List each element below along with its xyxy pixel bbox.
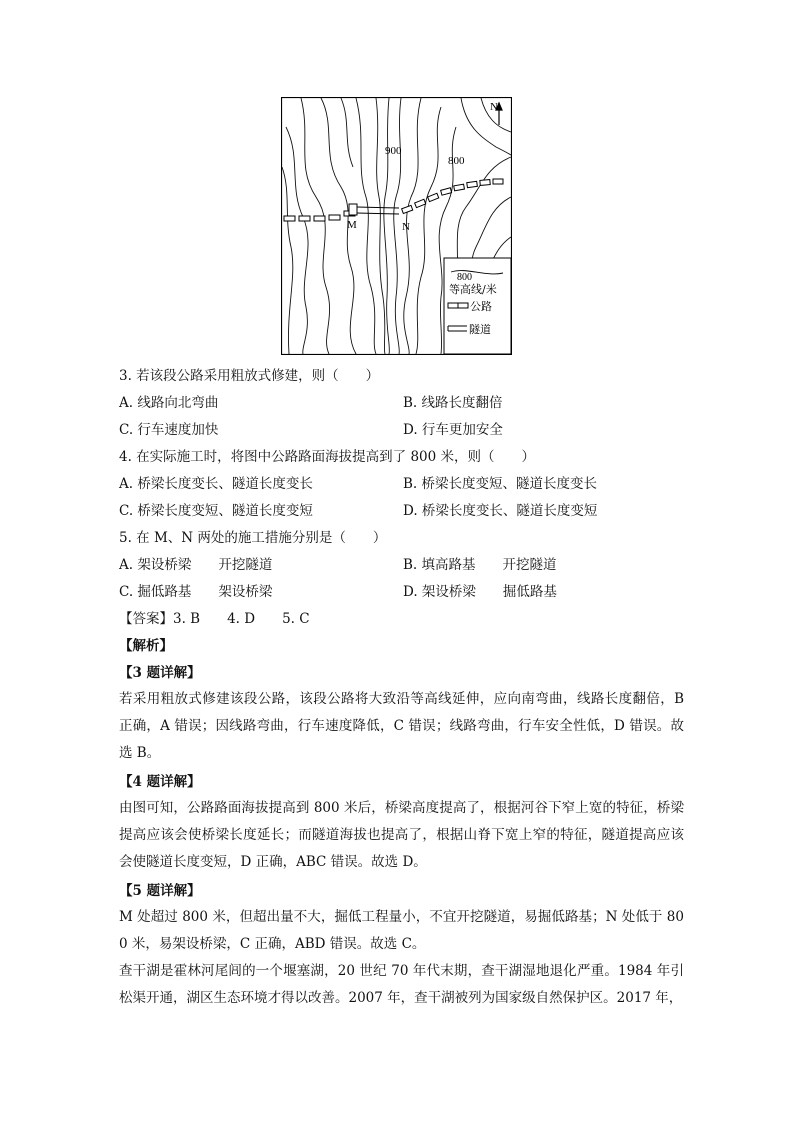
- q4-option-c: C. 桥梁长度变短、隧道长度变短: [119, 503, 313, 519]
- point-n-label: N: [402, 221, 410, 233]
- north-label: N: [490, 101, 498, 113]
- q3-option-b: B. 线路长度翻倍: [403, 395, 503, 411]
- legend-contour-value: 800: [457, 272, 472, 283]
- legend-contour-label: 等高线/米: [449, 283, 497, 296]
- q4-option-d: D. 桥梁长度变长、隧道长度变短: [403, 503, 598, 519]
- q5-option-d: D. 架设桥梁 掘低路基: [403, 584, 557, 600]
- legend-road-label: 公路: [470, 300, 492, 313]
- q5-detail-text: M 处超过 800 米，但超出量不大，掘低工程量小，不宜开挖隧道，易掘低路基；N 处低于 800 米，易架设桥梁，C 正确，ABD 错误。故选 C。: [119, 909, 684, 952]
- contour-label-900: 900: [385, 145, 402, 157]
- q4-detail-heading: 【4 题详解】: [119, 774, 201, 790]
- contour-map: [281, 97, 512, 355]
- q4-option-a: A. 桥梁长度变长、隧道长度变长: [119, 476, 313, 492]
- q3-detail-text: 若采用粗放式修建该段公路，该段公路将大致沿等高线延伸，应向南弯曲，线路长度翻倍，B 正确，A 错误；因线路弯曲，行车速度降低，C 错误；线路弯曲，行车安全性低，D 错误。故选 B。: [119, 691, 684, 761]
- q4-detail-text: 由图可知，公路路面海拔提高到 800 米后，桥梁高度提高了，根据河谷下窄上宽的特征，桥梁提高应该会使桥梁长度延长；而隧道海拔也提高了，根据山脊下宽上窄的特征，隧道提高应该会使隧道长度变短，D 正确，ABC 错误。故选 D。: [119, 800, 684, 870]
- analysis-heading: 【解析】: [119, 638, 173, 654]
- q5-option-a: A. 架设桥梁 开挖隧道: [119, 557, 273, 573]
- q3-option-a: A. 线路向北弯曲: [119, 395, 219, 411]
- q5-option-b: B. 填高路基 开挖隧道: [403, 557, 557, 573]
- q5-stem: 5. 在 M、N 两处的施工措施分别是（ ）: [119, 530, 387, 546]
- q4-stem: 4. 在实际施工时，将图中公路路面海拔提高到了 800 米，则（ ）: [119, 449, 536, 465]
- contour-label-800: 800: [448, 155, 465, 167]
- bridge-marker: [349, 204, 357, 215]
- q3-detail-heading: 【3 题详解】: [119, 665, 201, 681]
- q3-option-c: C. 行车速度加快: [119, 422, 219, 438]
- q5-option-c: C. 掘低路基 架设桥梁: [119, 584, 273, 600]
- next-material-text: 查干湖是霍林河尾闾的一个堰塞湖，20 世纪 70 年代末期，查干湖湿地退化严重。1984 年引松渠开通，湖区生态环境才得以改善。2007 年，查干湖被列为国家级自然保护区。2017 年，: [119, 963, 684, 1006]
- q4-option-b: B. 桥梁长度变短、隧道长度变长: [403, 476, 598, 492]
- q5-detail-heading: 【5 题详解】: [119, 883, 201, 899]
- q3-stem: 3. 若该段公路采用粗放式修建，则（ ）: [119, 368, 380, 384]
- q3-option-d: D. 行车更加安全: [403, 422, 503, 438]
- point-m-label: M: [347, 219, 357, 231]
- answer-line: 【答案】3. B 4. D 5. C: [119, 611, 310, 627]
- legend-tunnel-label: 隧道: [469, 323, 491, 336]
